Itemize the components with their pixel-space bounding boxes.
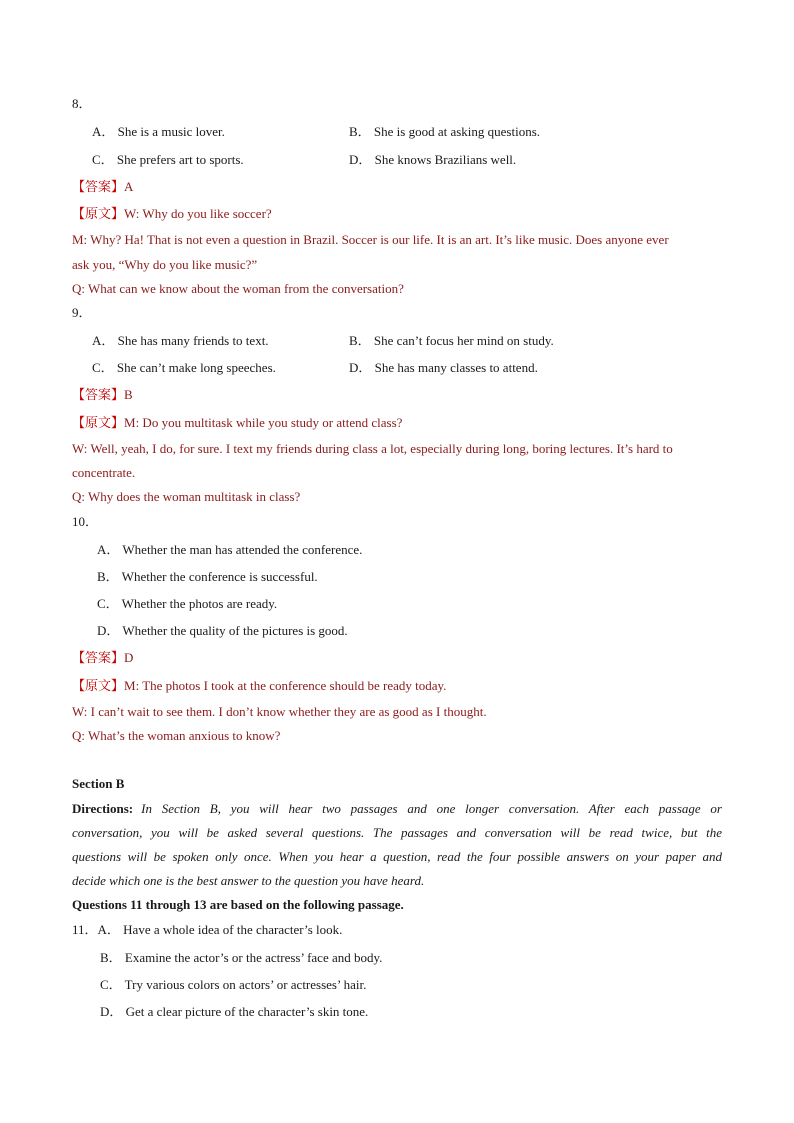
- question-group-heading: Questions 11 through 13 are based on the following passage.: [72, 897, 404, 912]
- option-d: D． She has many classes to attend.: [349, 360, 538, 375]
- answer-line: [72, 387, 133, 403]
- answer-tag: 【答案】: [72, 650, 125, 665]
- answer-value: B: [124, 387, 133, 402]
- section-heading: Section B: [72, 776, 125, 791]
- answer-tag: 【答案】: [72, 387, 125, 402]
- option-c: C． Try various colors on actors’ or actresses’ hair.: [100, 977, 367, 992]
- directions-line: conversation, you will be asked several questions. The passages and conversation will be read twice, but the: [72, 825, 722, 840]
- transcript-line: M: Why? Ha! That is not even a question in Brazil. Soccer is our life. It is an art. It’s like music. Does anyone ever: [72, 232, 669, 247]
- question-number: 8．: [72, 96, 92, 111]
- transcript-line: W: I can’t wait to see them. I don’t know whether they are as good as I thought.: [72, 704, 487, 719]
- transcript-tag: 【原文】: [72, 415, 125, 430]
- transcript-question: Q: Why does the woman multitask in class?: [72, 489, 301, 504]
- option-b: B． Whether the conference is successful.: [97, 569, 318, 584]
- transcript-line: [72, 678, 446, 694]
- option-c: C． She prefers art to sports.: [92, 152, 244, 167]
- transcript-text: W: Why do you like soccer?: [124, 206, 272, 221]
- option-b: B． She can’t focus her mind on study.: [349, 333, 554, 348]
- transcript-line: [72, 206, 272, 222]
- transcript-text: M: The photos I took at the conference should be ready today.: [124, 678, 447, 693]
- option-b: B． She is good at asking questions.: [349, 124, 541, 139]
- option-c: C． Whether the photos are ready.: [97, 596, 278, 611]
- question-number: 11．: [72, 922, 98, 937]
- transcript-line: [72, 415, 402, 431]
- transcript-line: ask you, “Why do you like music?”: [72, 257, 258, 272]
- option-b: B． Examine the actor’s or the actress’ face and body.: [100, 950, 383, 965]
- option-a: A． Whether the man has attended the conference.: [97, 542, 363, 557]
- option-d: D． Get a clear picture of the character’s skin tone.: [100, 1004, 369, 1019]
- directions-line: questions will be spoken only once. When you hear a question, read the four possible answers on your paper and: [72, 849, 722, 864]
- transcript-line: W: Well, yeah, I do, for sure. I text my friends during class a lot, especially during long, boring lectures. It’s hard to: [72, 441, 673, 456]
- answer-line: [72, 650, 133, 666]
- transcript-question: Q: What can we know about the woman from the conversation?: [72, 281, 404, 296]
- answer-value: A: [124, 179, 134, 194]
- directions-label: Directions:: [72, 801, 134, 816]
- transcript-question: Q: What’s the woman anxious to know?: [72, 728, 281, 743]
- question-11: [72, 922, 342, 938]
- transcript-tag: 【原文】: [72, 678, 125, 693]
- option-a: A． Have a whole idea of the character’s look.: [97, 922, 343, 937]
- option-a: A． She has many friends to text.: [92, 333, 269, 348]
- answer-value: D: [124, 650, 134, 665]
- answer-line: [72, 179, 133, 195]
- option-c: C． She can’t make long speeches.: [92, 360, 276, 375]
- directions-line: [72, 801, 722, 817]
- option-d: D． She knows Brazilians well.: [349, 152, 517, 167]
- question-number: 10．: [72, 514, 99, 529]
- answer-tag: 【答案】: [72, 179, 125, 194]
- transcript-tag: 【原文】: [72, 206, 125, 221]
- option-d: D． Whether the quality of the pictures is good.: [97, 623, 348, 638]
- transcript-line: concentrate.: [72, 465, 136, 480]
- transcript-text: M: Do you multitask while you study or attend class?: [124, 415, 403, 430]
- directions-line: decide which one is the best answer to the question you have heard.: [72, 873, 425, 888]
- question-number: 9．: [72, 305, 92, 320]
- option-a: A． She is a music lover.: [92, 124, 225, 139]
- directions-text: In Section B, you will hear two passages and one longer conversation. After each passage or: [141, 801, 722, 816]
